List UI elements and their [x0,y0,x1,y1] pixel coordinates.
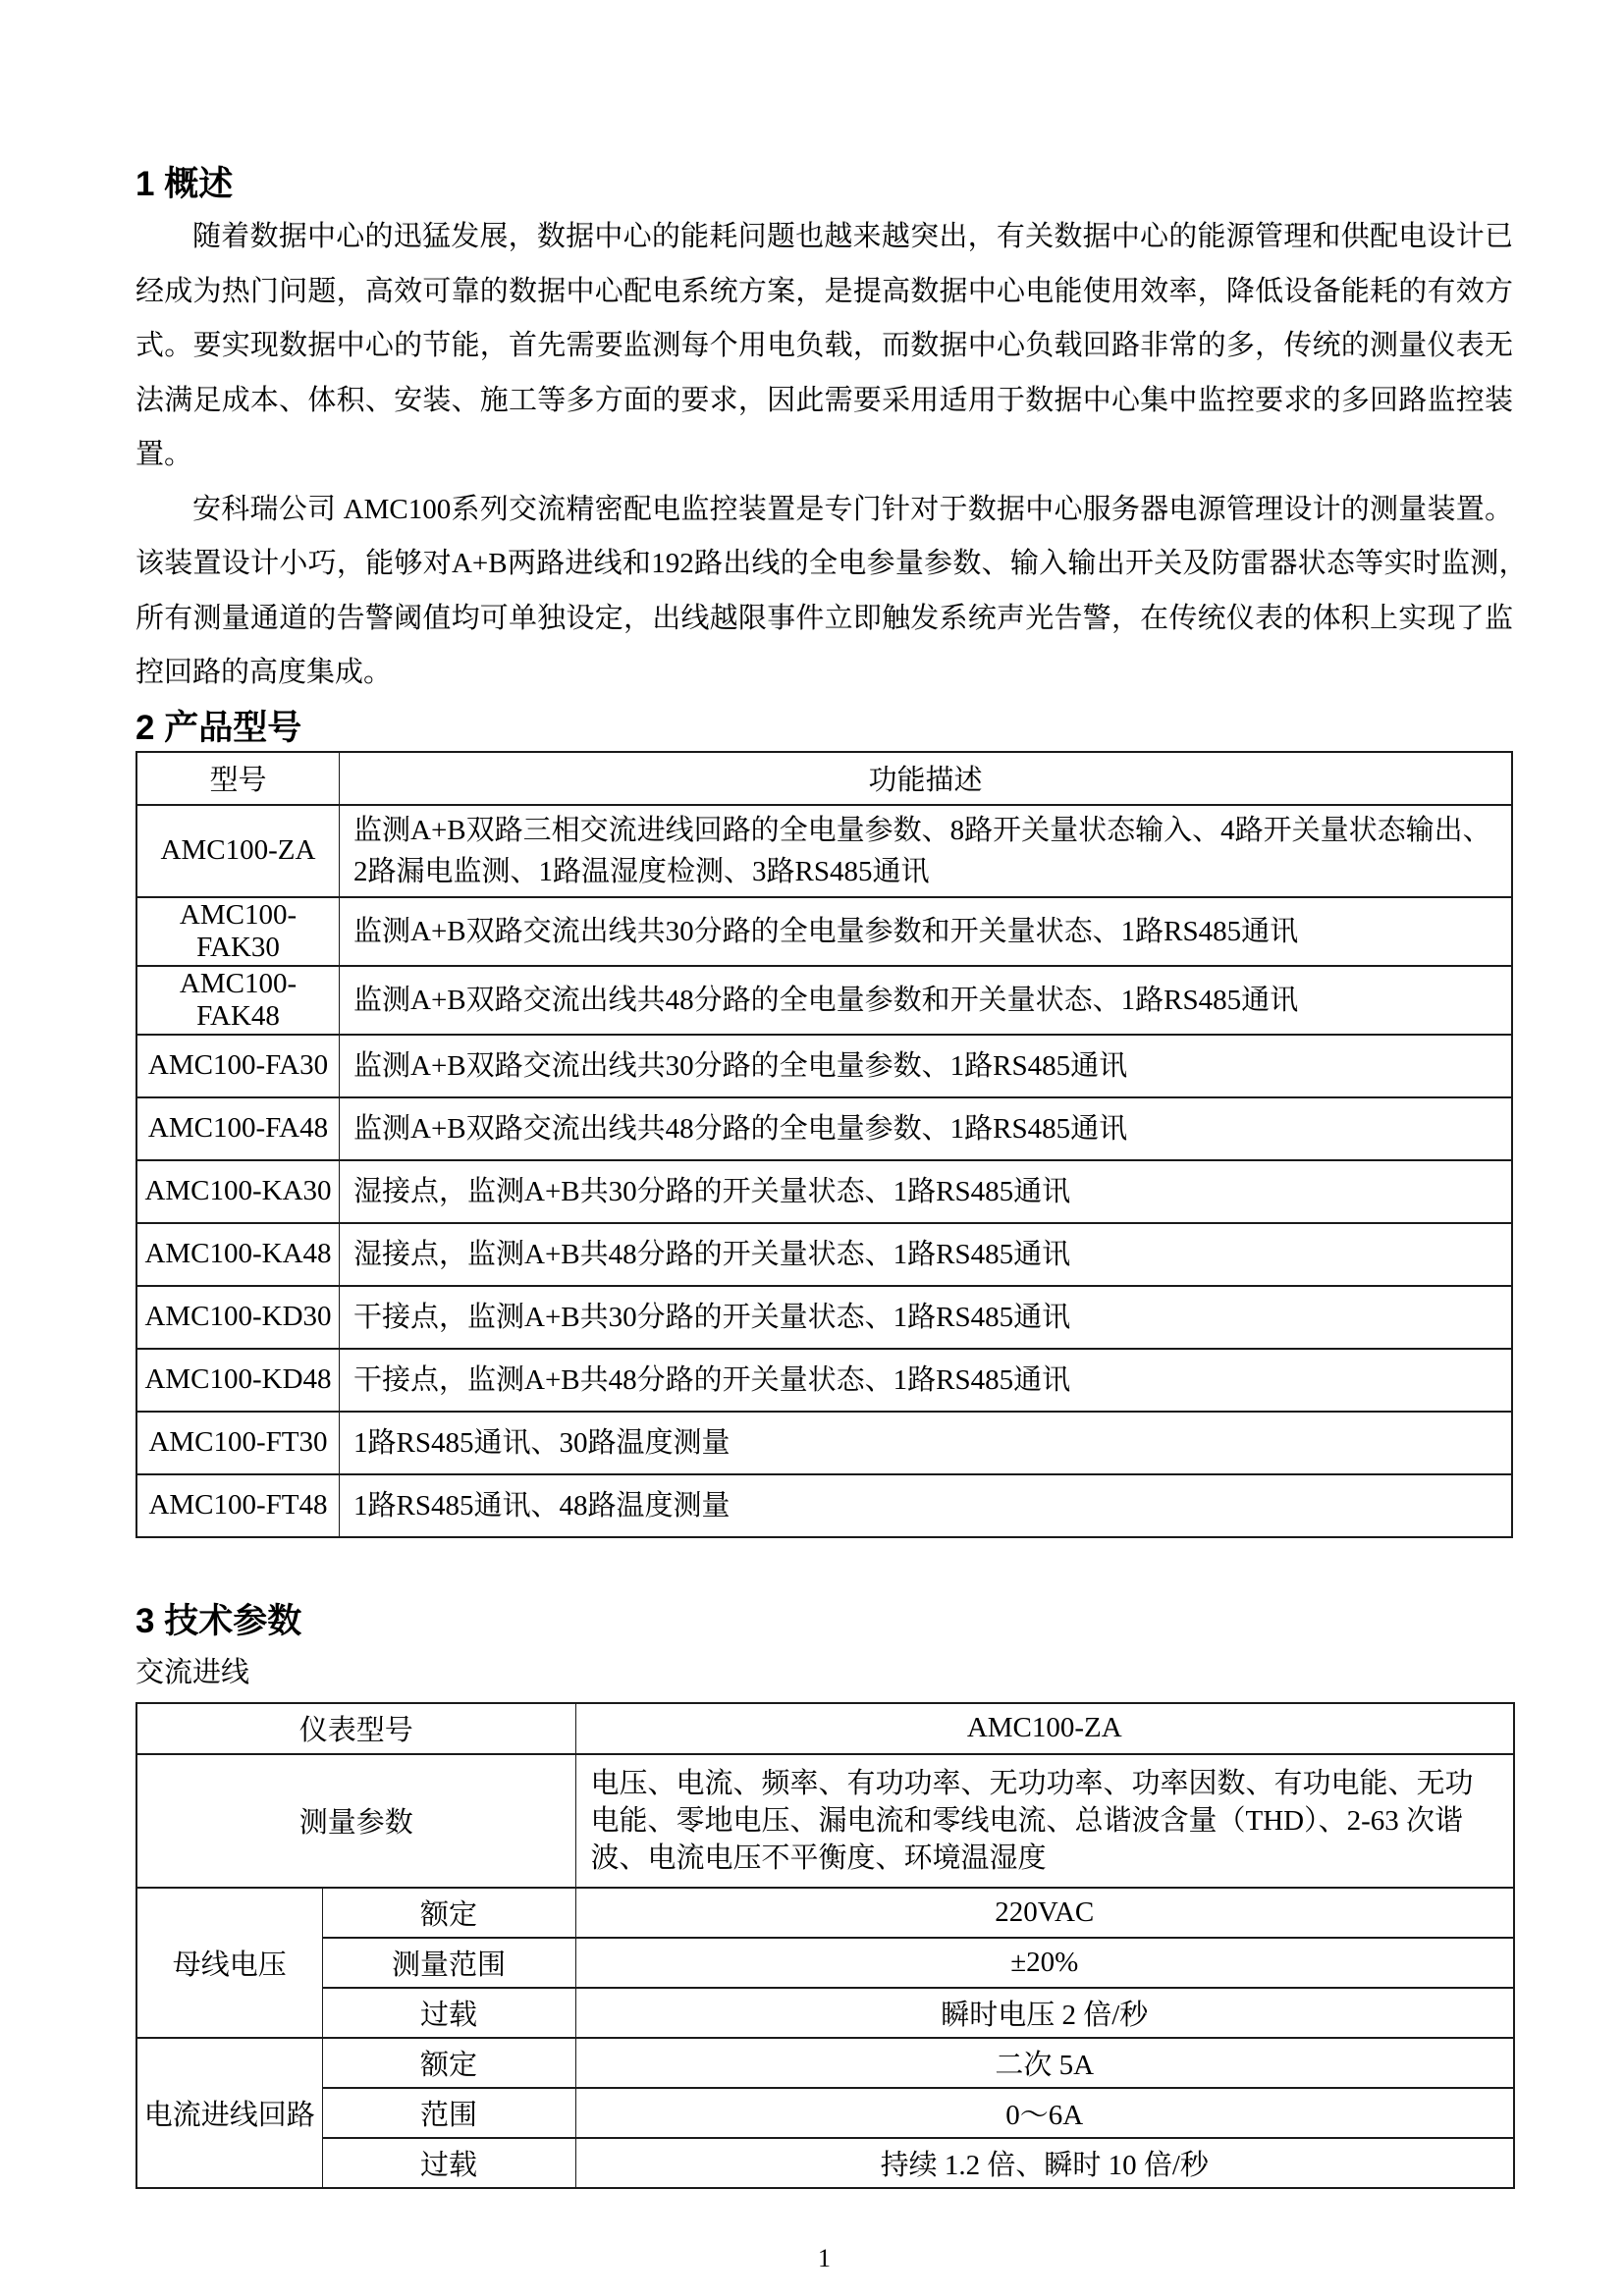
spec-label: 范围 [322,2088,575,2138]
table-row [136,1412,1512,1474]
spec-label: 额定 [322,2038,575,2088]
table-header-row [136,752,1512,805]
bus-voltage-group-label: 母线电压 [136,1888,322,2038]
table-row [136,1035,1512,1097]
table-row [136,1474,1512,1537]
table-row [136,1754,1514,1888]
spec-label: 过载 [322,1988,575,2038]
section-3-heading: 3 技术参数 [135,1601,302,1640]
description-cell: 监测A+B双路交流出线共30分路的全电量参数、1路RS485通讯 [340,1035,1513,1097]
description-cell: 监测A+B双路交流出线共48分路的全电量参数和开关量状态、1路RS485通讯 [340,966,1513,1035]
table-row [136,1703,1514,1754]
overview-paragraph-1: 随着数据中心的迅猛发展，数据中心的能耗问题也越来越突出，有关数据中心的能源管理和供配电设计已经成为热门问题，高效可靠的数据中心配电系统方案，是提高数据中心电能使用效率，降低设备能耗的有效方式。要实现数据中心的节能，首先需要监测每个用电负载，而数据中心负载回路非常的多，传统的测量仪表无法满足成本、体积、安装、施工等多方面的要求，因此需要采用适用于数据中心集中监控要求的多回路监控装置。 [135,221,1513,470]
description-cell: 监测A+B双路三相交流进线回路的全电量参数、8路开关量状态输入、4路开关量状态输出、2路漏电监测、1路温湿度检测、3路RS485通讯 [340,805,1513,897]
description-cell: 湿接点，监测A+B共30分路的开关量状态、1路RS485通讯 [340,1160,1513,1223]
model-cell: AMC100-ZA [136,805,340,897]
spec-value: 瞬时电压 2 倍/秒 [575,1988,1514,2038]
measurement-params-value: 电压、电流、频率、有功功率、无功功率、功率因数、有功电能、无功电能、零地电压、漏电流和零线电流、总谐波含量（THD）、2-63 次谐波、电流电压不平衡度、环境温湿度 [575,1754,1514,1888]
model-cell: AMC100-FA48 [136,1097,340,1160]
table-row [136,2038,1514,2088]
description-cell: 湿接点，监测A+B共48分路的开关量状态、1路RS485通讯 [340,1223,1513,1286]
meter-model-value: AMC100-ZA [575,1703,1514,1754]
model-cell: AMC100-KD30 [136,1286,340,1349]
table-row [136,1349,1512,1412]
spec-label: 过载 [322,2138,575,2188]
model-cell: AMC100-FT30 [136,1412,340,1474]
section-1-heading: 1 概述 [135,165,234,203]
spec-value: 0～6A [575,2088,1514,2138]
description-cell: 1路RS485通讯、30路温度测量 [340,1412,1513,1474]
table-row [136,966,1512,1035]
model-cell: AMC100-FA30 [136,1035,340,1097]
table-row [136,2088,1514,2138]
section-2-heading: 2 产品型号 [135,708,302,747]
model-cell: AMC100-FT48 [136,1474,340,1537]
table-row [136,1286,1512,1349]
table-row [136,805,1512,897]
table-row [136,1097,1512,1160]
meter-model-label: 仪表型号 [136,1703,575,1754]
description-cell: 干接点，监测A+B共48分路的开关量状态、1路RS485通讯 [340,1349,1513,1412]
model-cell: AMC100-FAK48 [136,966,340,1035]
overview-paragraph-2: 安科瑞公司 AMC100系列交流精密配电监控装置是专门针对于数据中心服务器电源管理设计的测量装置。该装置设计小巧，能够对A+B两路进线和192路出线的全电参量参数、输入输出开关及防雷器状态等实时监测， 所有测量通道的告警阈值均可单独设定，出线越限事件立即触发系统声光告警，在传统仪表的体积上实现了监控回路的高度集成。 [135,493,1543,688]
table-row [136,1160,1512,1223]
model-cell: AMC100-FAK30 [136,897,340,966]
measurement-params-label: 测量参数 [136,1754,575,1888]
table-row [136,2138,1514,2188]
table-row [136,897,1512,966]
page-number: 1 [818,2243,831,2272]
spec-value: ±20% [575,1938,1514,1988]
spec-label: 测量范围 [322,1938,575,1988]
model-cell: AMC100-KA30 [136,1160,340,1223]
table-row [136,1888,1514,1938]
description-cell: 监测A+B双路交流出线共48分路的全电量参数、1路RS485通讯 [340,1097,1513,1160]
column-header-model: 型号 [136,752,340,805]
description-cell: 监测A+B双路交流出线共30分路的全电量参数和开关量状态、1路RS485通讯 [340,897,1513,966]
product-model-table [135,751,1513,1538]
description-cell: 干接点，监测A+B共30分路的开关量状态、1路RS485通讯 [340,1286,1513,1349]
table-row [136,1988,1514,2038]
column-header-description: 功能描述 [340,752,1513,805]
table-row [136,1938,1514,1988]
spec-value: 二次 5A [575,2038,1514,2088]
table-row [136,1223,1512,1286]
model-cell: AMC100-KA48 [136,1223,340,1286]
current-incoming-group-label: 电流进线回路 [136,2038,322,2188]
description-cell: 1路RS485通讯、48路温度测量 [340,1474,1513,1537]
page-content [135,0,1543,2273]
spec-value: 220VAC [575,1888,1514,1938]
ac-incoming-subheading: 交流进线 [135,1656,250,1688]
spec-label: 额定 [322,1888,575,1938]
technical-parameters-table [135,1702,1515,2189]
model-cell: AMC100-KD48 [136,1349,340,1412]
spec-value: 持续 1.2 倍、瞬时 10 倍/秒 [575,2138,1514,2188]
